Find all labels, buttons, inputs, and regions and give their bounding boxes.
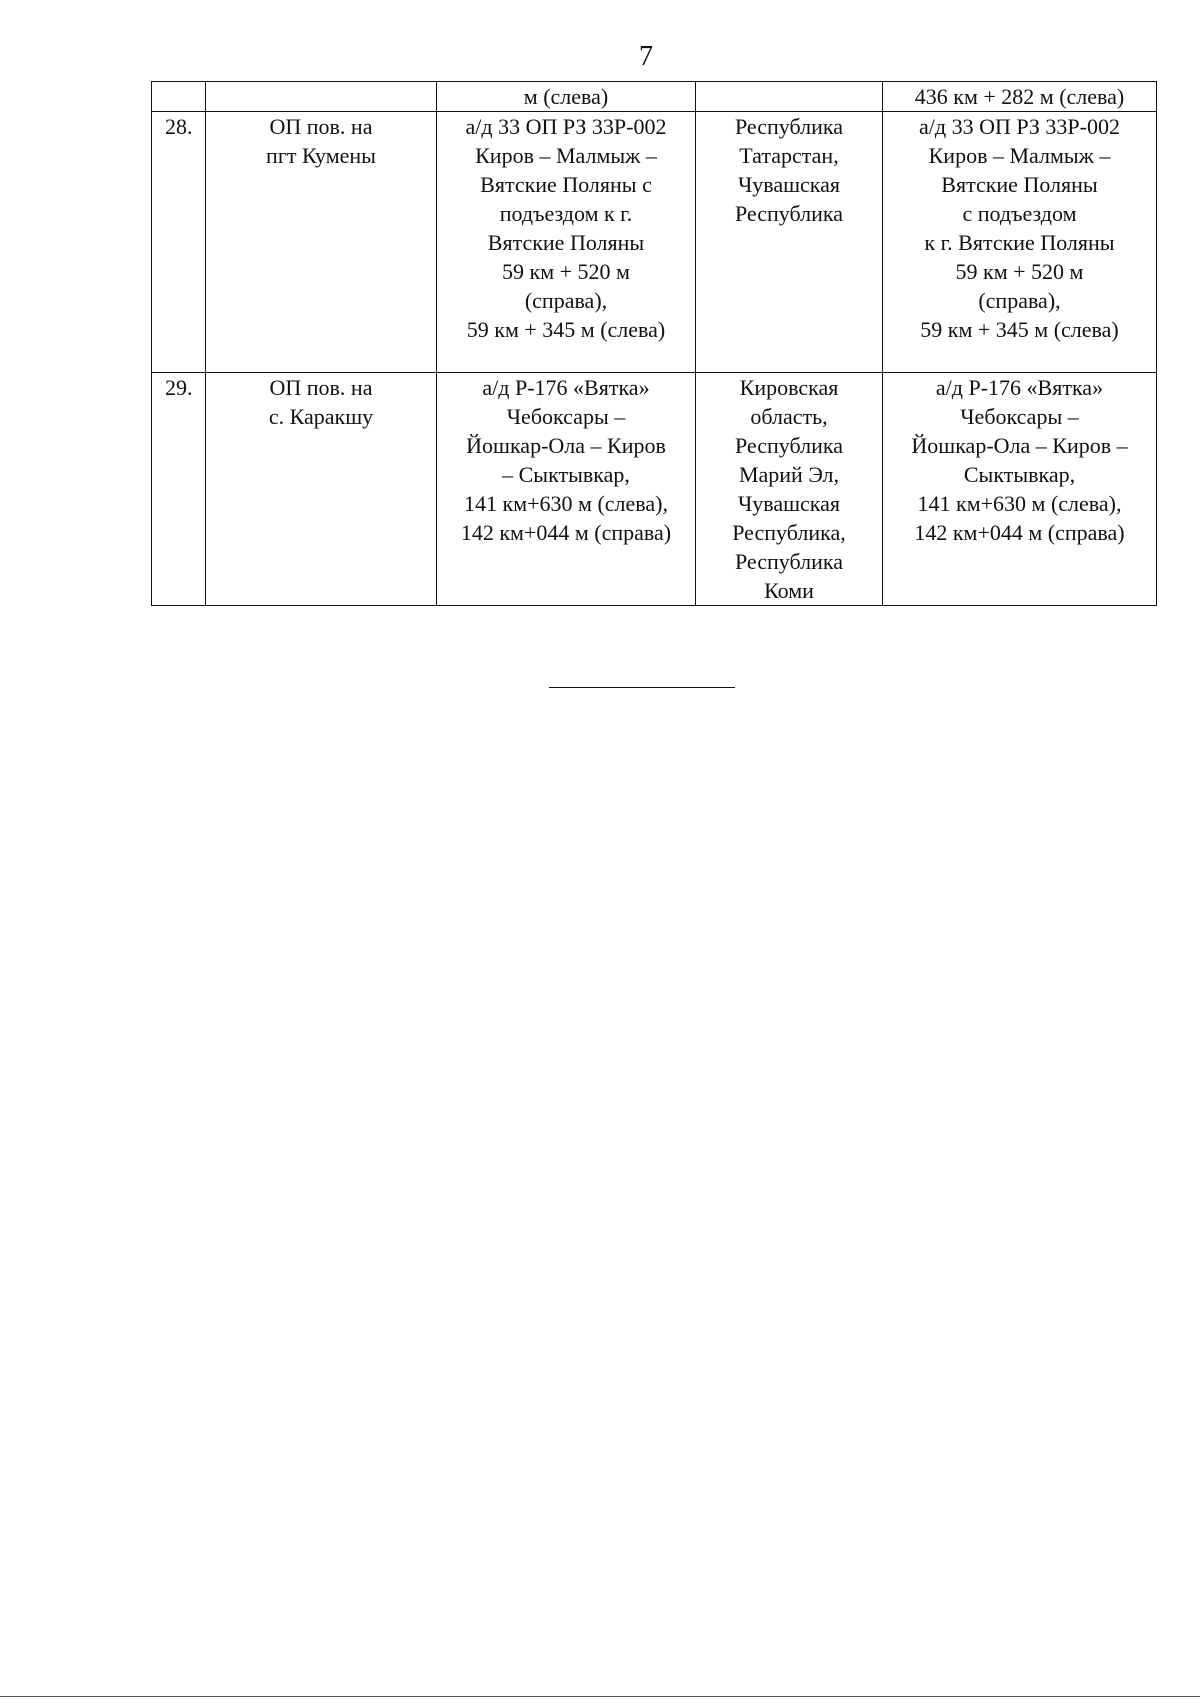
cell-text-line: ОП пов. на: [269, 114, 373, 139]
cell-text-line: а/д 33 ОП РЗ 33Р-002: [465, 114, 667, 139]
page-number: 7: [639, 41, 653, 72]
table-body: [152, 82, 1157, 606]
cell-text-line: Вятские Поляны: [941, 172, 1098, 197]
cell-text-line: Республика: [734, 114, 844, 139]
cell-text-line: к г. Вятские Поляны: [924, 230, 1115, 255]
cell-text-line: Чувашская: [737, 172, 841, 197]
cell-text-line: 141 км+630 м (слева),: [917, 491, 1122, 516]
cell-text-line: 59 км + 520 м: [955, 259, 1084, 284]
cell-text-line: Республика: [734, 201, 844, 226]
cell-name: [206, 373, 437, 606]
cell-location: [437, 82, 696, 112]
cell-text-line: Киров – Малмыж –: [475, 143, 657, 168]
cell-number: 29.: [152, 373, 206, 606]
cell-number: 28.: [152, 112, 206, 373]
end-of-document-rule: [549, 687, 735, 688]
table-row: [152, 373, 1157, 606]
cell-text-line: пгт Кумены: [266, 143, 376, 168]
cell-text-line: а/д 33 ОП РЗ 33Р-002: [919, 114, 1120, 139]
cell-text-line: м (слева): [523, 84, 609, 109]
cell-location: [437, 373, 696, 606]
cell-text-line: область,: [750, 404, 828, 429]
cell-text-line: ОП пов. на: [269, 375, 373, 400]
table-row: [152, 112, 1157, 373]
cell-adjacent: [883, 373, 1157, 606]
cell-text-line: Коми: [764, 578, 814, 603]
cell-text-line: Вятские Поляны с: [480, 172, 652, 197]
cell-text-line: Йошкар-Ола – Киров –: [911, 433, 1128, 458]
cell-text-line: 436 км + 282 м (слева): [914, 84, 1125, 109]
cell-text-line: 142 км+044 м (справа): [914, 520, 1125, 545]
table-row-continuation: [152, 82, 1157, 112]
cell-name: [206, 82, 437, 112]
cell-text-line: Татарстан,: [739, 143, 839, 168]
cell-text-line: Чувашская: [737, 491, 841, 516]
cell-regions: [696, 112, 883, 373]
cell-text-line: 141 км+630 м (слева),: [464, 491, 668, 516]
cell-text-line: Республика,: [732, 520, 846, 545]
stops-table: [151, 81, 1157, 606]
cell-adjacent: [883, 82, 1157, 112]
cell-text-line: с подъездом: [962, 201, 1077, 226]
cell-text-line: а/д Р-176 «Вятка»: [935, 375, 1104, 400]
cell-text-line: Кировская: [739, 375, 839, 400]
cell-text-line: Киров – Малмыж –: [928, 143, 1111, 168]
cell-text-line: подъездом к г.: [499, 201, 633, 226]
cell-number: [152, 82, 206, 112]
cell-text-line: Йошкар-Ола – Киров: [466, 433, 666, 458]
cell-text-line: 59 км + 345 м (слева): [466, 317, 666, 342]
cell-text-line: Чебоксары –: [960, 404, 1079, 429]
cell-text-line: 59 км + 520 м: [502, 259, 630, 284]
cell-regions: [696, 373, 883, 606]
cell-text-line: (справа),: [978, 288, 1061, 313]
cell-text-line: а/д Р-176 «Вятка»: [482, 375, 650, 400]
cell-regions: [696, 82, 883, 112]
cell-text-line: – Сыктывкар,: [502, 462, 630, 487]
cell-text-line: 142 км+044 м (справа): [460, 520, 672, 545]
cell-text-line: Вятские Поляны: [487, 230, 645, 255]
cell-location: [437, 112, 696, 373]
cell-text-line: с. Каракшу: [268, 404, 374, 429]
cell-text-line: (справа),: [524, 288, 608, 313]
cell-text-line: Сыктывкар,: [963, 462, 1076, 487]
cell-text-line: Республика: [734, 549, 844, 574]
cell-name: [206, 112, 437, 373]
cell-text-line: Марий Эл,: [738, 462, 840, 487]
cell-text-line: Чебоксары –: [506, 404, 626, 429]
cell-text-line: Республика: [734, 433, 844, 458]
cell-text-line: 59 км + 345 м (слева): [920, 317, 1119, 342]
cell-adjacent: [883, 112, 1157, 373]
scan-edge-line: [0, 1696, 1200, 1697]
